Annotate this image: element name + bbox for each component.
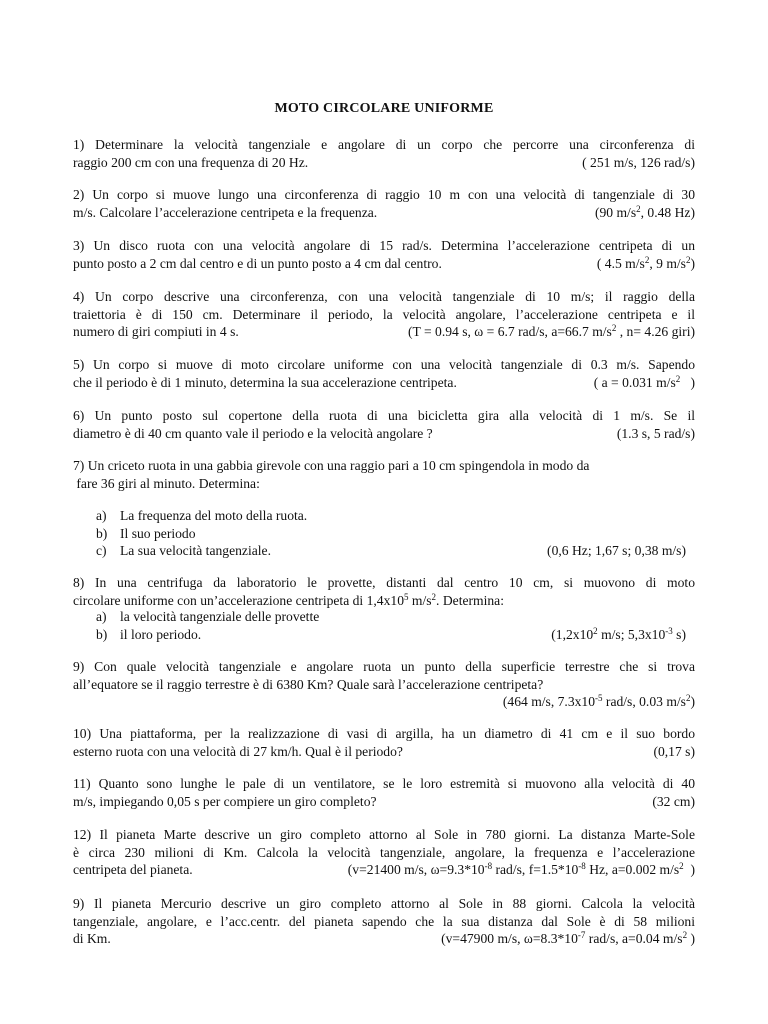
problem-text-line: 3) Un disco ruota con una velocità angolare di 15 rad/s. Determina l’accelerazione centripeta di un: [73, 238, 695, 253]
problem-answer: (1.3 s, 5 rad/s): [616, 425, 695, 441]
problem-text-line: 10) Una piattaforma, per la realizzazione di vasi di argilla, ha un diametro di 41 cm e il suo bordo: [73, 726, 695, 741]
problem-answer: (T = 0.94 s, ω = 6.7 rad/s, a=66.7 $m/s^2$ , n= 4.26 giri): [407, 323, 695, 339]
problem-text-line: 7) Un criceto ruota in una gabbia girevole con una raggio pari a 10 cm spingendola in modo da: [73, 458, 590, 473]
problem-text-line: tangenziale, angolare, e l’acc.centr. del pianeta sapendo che la sua distanza dal Sole è di 58 milioni: [73, 913, 695, 929]
problem-text-line: 4) Un corpo descrive una circonferenza, con una velocità tangenziale di 10 m/s; il raggio della: [73, 289, 695, 304]
problem-text-line: è circa 230 milioni di Km. Calcola la velocità tangenziale, angolare, la frequenza e l’accelerazione: [73, 844, 695, 860]
list-item: a) la velocità tangenziale delle provette: [96, 609, 320, 624]
problem-answer: ( 4.5 $m/s^2$, 9 $m/s^2$): [596, 254, 695, 271]
problem-text-line: punto posto a 2 cm dal centro e di un punto posto a 4 cm dal centro.: [73, 255, 442, 271]
problem-12: [73, 826, 695, 879]
problem-answer: ( a = 0.031 $m/s^2$ ): [593, 373, 695, 390]
problem-text-line: 12) Il pianeta Marte descrive un giro completo attorno al Sole in 780 giorni. La distanza Marte-Sole: [73, 827, 695, 842]
problem-text-line: fare 36 giri al minuto. Determina:: [73, 475, 260, 491]
problem-6: [73, 407, 695, 442]
problem-text-line: 9) Con quale velocità tangenziale e angolare ruota un punto della superficie terrestre che si trova: [73, 659, 695, 674]
list-item: b) il loro periodo. ($1,2x10^2$ m/s; $5,3x10^{-3}$ s): [96, 625, 686, 642]
problem-text-line: 11) Quanto sono lunghe le pale di un ventilatore, se le loro estremità si muovono alla velocità di 40: [73, 776, 695, 791]
problem-4: [73, 288, 695, 341]
problem-text-line: raggio 200 cm con una frequenza di 20 Hz.: [73, 154, 309, 170]
problem-answer-row: [73, 323, 695, 341]
problem-text-line: centripeta del pianeta.: [73, 862, 193, 877]
list-item: c) La sua velocità tangenziale. (0,6 Hz; 1,67 s; 0,38 m/s): [96, 543, 686, 558]
problem-text-line: 1) Determinare la velocità tangenziale e angolare di un corpo che percorre una circonferenza di: [73, 137, 695, 152]
problem-answer-row: [73, 930, 695, 948]
problem-answer-row: [73, 374, 695, 392]
problem-2: [73, 186, 695, 221]
problem-text-line: circolare uniforme con un’accelerazione centripeta di $1,4x10^5$ $m/s^2$. Determina:: [73, 591, 504, 608]
problem-text-line: diametro è di 40 cm quanto vale il periodo e la velocità angolare ?: [73, 425, 433, 441]
problem-answer: ($1,2x10^2$ m/s; $5,3x10^{-3}$ s): [551, 625, 686, 642]
problem-text-line: numero di giri compiuti in 4 s.: [73, 324, 239, 339]
problem-answer: (0,6 Hz; 1,67 s; 0,38 m/s): [547, 543, 686, 558]
problem-3: [73, 237, 695, 272]
problem-answer-row: [73, 255, 695, 273]
list-item: b) Il suo periodo: [96, 525, 196, 541]
problem-text-line: 8) In una centrifuga da laboratorio le provette, distanti dal centro 10 cm, si muovono di moto: [73, 575, 695, 590]
problem-text-line: m/s, impiegando 0,05 s per compiere un giro completo?: [73, 793, 377, 809]
page-title: MOTO CIRCOLARE UNIFORME: [274, 101, 494, 116]
problem-answer: (464 m/s, $7.3x10^{-5}$ rad/s, 0.03 $m/s^2$): [502, 693, 695, 709]
problem-10: [73, 725, 695, 760]
problem-answer-row: [73, 154, 695, 172]
problem-answer-row: [73, 204, 695, 222]
problem-text-line: all’equatore se il raggio terrestre è di 6380 Km? Quale sarà l’accelerazione centripeta?: [73, 676, 544, 692]
list-item: a) La frequenza del moto della ruota.: [96, 508, 308, 523]
problem-answer-row: [73, 743, 695, 761]
problem-11: [73, 775, 695, 810]
problem-answer: (v=47900 m/s, $\omega=8.3*10^{-7}$ rad/s, a=0.04 $m/s^2$ ): [441, 930, 695, 946]
problem-7: [73, 457, 695, 492]
problem-text-line: traiettoria è di 150 cm. Determinare il periodo, la velocità angolare, l’accelerazione centripeta e il: [73, 306, 695, 322]
problem-answer: (90 $m/s^2$, 0.48 Hz): [594, 203, 695, 220]
problem-8-items: [96, 608, 686, 643]
problem-answer-row: [73, 793, 695, 811]
problem-answer: (0,17 s): [653, 743, 695, 759]
problem-13: [73, 895, 695, 948]
problem-text-line: m/s. Calcolare l’accelerazione centripeta e la frequenza.: [73, 204, 378, 220]
problem-text-line: 9) Il pianeta Mercurio descrive un giro completo attorno al Sole in 88 giorni. Calcola la velocità: [73, 896, 695, 911]
problem-answer: ( 251 m/s, 126 rad/s): [582, 154, 695, 170]
problem-7-items: [96, 507, 686, 560]
problem-text-line: 6) Un punto posto sul copertone della ruota di una bicicletta gira alla velocità di 1 m/s. Se il: [73, 408, 695, 423]
problem-answer-row: [73, 425, 695, 443]
problem-text-line: 5) Un corpo si muove di moto circolare uniforme con una velocità tangenziale di 0.3 m/s. Sapendo: [73, 357, 695, 372]
problem-text-line: 2) Un corpo si muove lungo una circonferenza di raggio 10 m con una velocità di tangenziale di 30: [73, 187, 695, 202]
problem-text-line: di Km.: [73, 931, 111, 946]
problem-answer-row: [73, 861, 695, 879]
problem-answer: (32 cm): [652, 793, 695, 809]
problem-9: [73, 658, 695, 711]
problem-1: [73, 136, 695, 171]
problem-text-line: che il periodo è di 1 minuto, determina la sua accelerazione centripeta.: [73, 374, 457, 390]
problem-5: [73, 356, 695, 391]
problem-text-line: esterno ruota con una velocità di 27 km/h. Qual è il periodo?: [73, 743, 403, 759]
problem-8: [73, 574, 695, 609]
problem-answer: (v=21400 m/s, $\omega=9.3*10^{-8}$ rad/s, $f=1.5*10^{-8}$ Hz, a=0.002 $m/s^2$ ): [347, 861, 695, 877]
